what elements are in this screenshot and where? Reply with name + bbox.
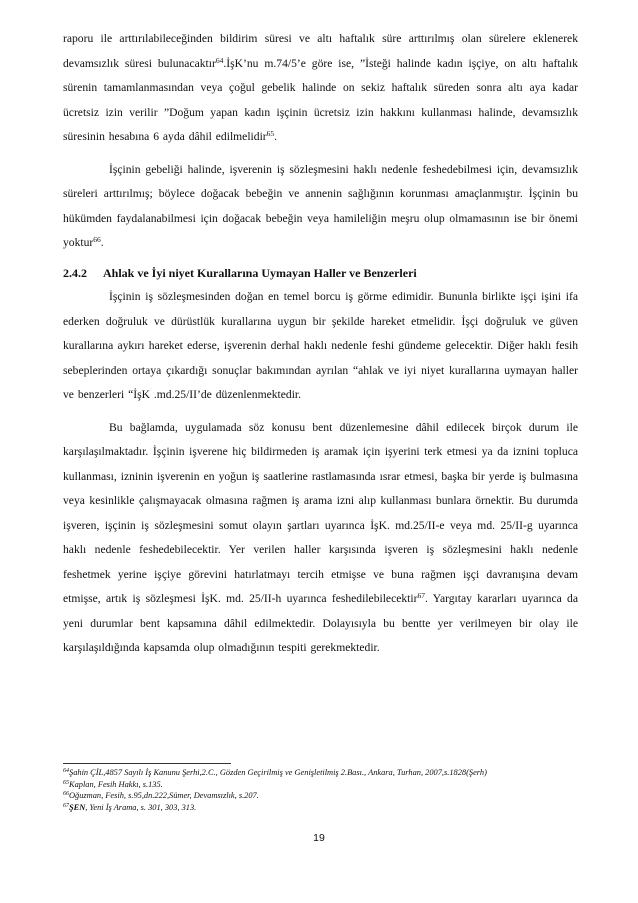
paragraph-4-text-a: Bu bağlamda, uygulamada söz konusu bent düzenlemesine dâhil edilecek birçok durum ile karşılaşılmaktadır. İşçinin işverene hiç bildirmeden iş aramak için işyerini terk etmesi ya da iznini topluca kullanması, izninin işverenin en yoğun iş saatlerine rastlamasında ısrar etmesi, başka bir yerde iş bulmasına veya kesinlikle çalışmayacak olmasına rağmen iş arama izni alıp kullanması bunlara örnektir. Bu durumda işveren, işçinin iş sözleşmesini somut olayın şartları uyarınca İşK. md.25/II-e veya md. 25/II-g uyarınca haklı nedenle feshedebilecektir. Yer verilen haller karşısında işveren iş sözleşmesini haklı nedenle feshetmek yerine işçiye görevini hatırlatmayı tercih etmişse ve buna rağmen işçi davranışına devam etmişse, artık iş sözleşmesi İşK. md. 25/II-h uyarınca feshedilebilecektir [63,420,578,605]
footnote-number: 64 [63,768,69,774]
footnote-66 [63,790,578,802]
footnote-ref-66[interactable]: 66 [93,235,101,244]
footnote-text: Şahin ÇİL,4857 Sayılı İş Kanunu Şerhi,2.C., Gözden Geçirilmiş ve Genişletilmiş 2.Bası., Ankara, Turhan, 2007,s.1828(Şerh) [69,768,487,777]
footnote-author: ŞEN [69,802,86,812]
paragraph-2-text-a: İşçinin gebeliği halinde, işverenin iş sözleşmesini haklı nedenle feshedebilmesi için, devamsızlık süreleri arttırılmış; böylece doğacak bebeğin ve annenin sağlığının korunması amaçlanmıştır. İşçinin bu hükümden faydalanabilmesi için doğacak bebeğin veya hamileliğin meşru olup olmamasının ise bir önemi yoktur [63,162,578,249]
footnote-ref-65[interactable]: 65 [266,129,275,138]
footnote-ref-67[interactable]: 67 [417,591,425,600]
footnote-64 [63,767,578,779]
footnote-67 [63,802,578,814]
footnotes [63,767,578,813]
paragraph-1 [63,27,578,150]
footnote-number: 65 [63,779,69,786]
section-heading [63,261,578,286]
section-title: Ahlak ve İyi niyet Kurallarına Uymayan Haller ve Benzerleri [103,265,417,280]
footnote-separator [63,763,231,764]
paragraph-2-text-b: . [100,236,104,249]
paragraph-4-text-b: . Yargıtay kararları uyarınca da yeni durumlar bent kapsamına dâhil edilmektedir. Dolayısıyla bu bentte yer verilmeyen bir olay ile karşılaşıldığında kapsamda olup olmadığının tespiti gerekmektedir. [63,592,578,654]
page-number: 19 [313,832,325,844]
footnote-text: Oğuzman, Fesih, s.95,dn.222,Sümer, Devamsızlık, s.207. [69,791,259,800]
footnote-number: 66 [63,791,69,797]
paragraph-4 [63,416,578,661]
footnote-65 [63,779,578,791]
paragraph-2 [63,158,578,256]
footnote-ref-64[interactable]: 64 [215,55,224,65]
section-number: 2.4.2 [63,265,87,280]
body-text [63,27,578,661]
footnote-text: Kaplan, Fesih Hakkı, s.135. [69,779,163,789]
paragraph-1-text-b: .İşK’nu m.74/5’e göre ise, ”İsteği halinde kadın işçiye, on altı haftalık sürenin tamamlanmasından veya çoğul gebelik halinde on sekiz haftalık süreden sonra altı aya kadar ücretsiz izin verilir ”Doğum yapan kadın işçinin ücretsiz izin hakkını kullanması halinde, devamsızlık süresinin hesabına 6 ayda dâhil edilmelidir [63,56,578,143]
footnote-text: , Yeni İş Arama, s. 301, 303, 313. [85,802,197,812]
paragraph-3-text: İşçinin iş sözleşmesinden doğan en temel borcu iş görme edimidir. Bununla birlikte işçi işini ifa ederken doğruluk ve dürüstlük kurallarına uygun bir şekilde hareket etmelidir. İşçi doğruluk ve güven kurallarına aykırı hareket ederse, işverenin derhal haklı nedenle feshi gündeme gelecektir. Diğer haklı fesih sebeplerinden ortaya çıkardığı sonuçlar bakımından ayrılan “ahlak ve iyi niyet kurallarına uymayan haller ve benzerleri “İşK .md.25/II’de düzenlenmektedir. [63,290,578,401]
paragraph-1-text-c: . [274,130,278,143]
footnote-number: 67 [63,802,69,809]
paragraph-1-text-a: raporu ile arttırılabileceğinden bildirim süresi ve altı haftalık süre arttırılmış olan sürelere eklenerek devamsızlık süresi bulunacaktır [63,32,578,70]
paragraph-3 [63,285,578,408]
